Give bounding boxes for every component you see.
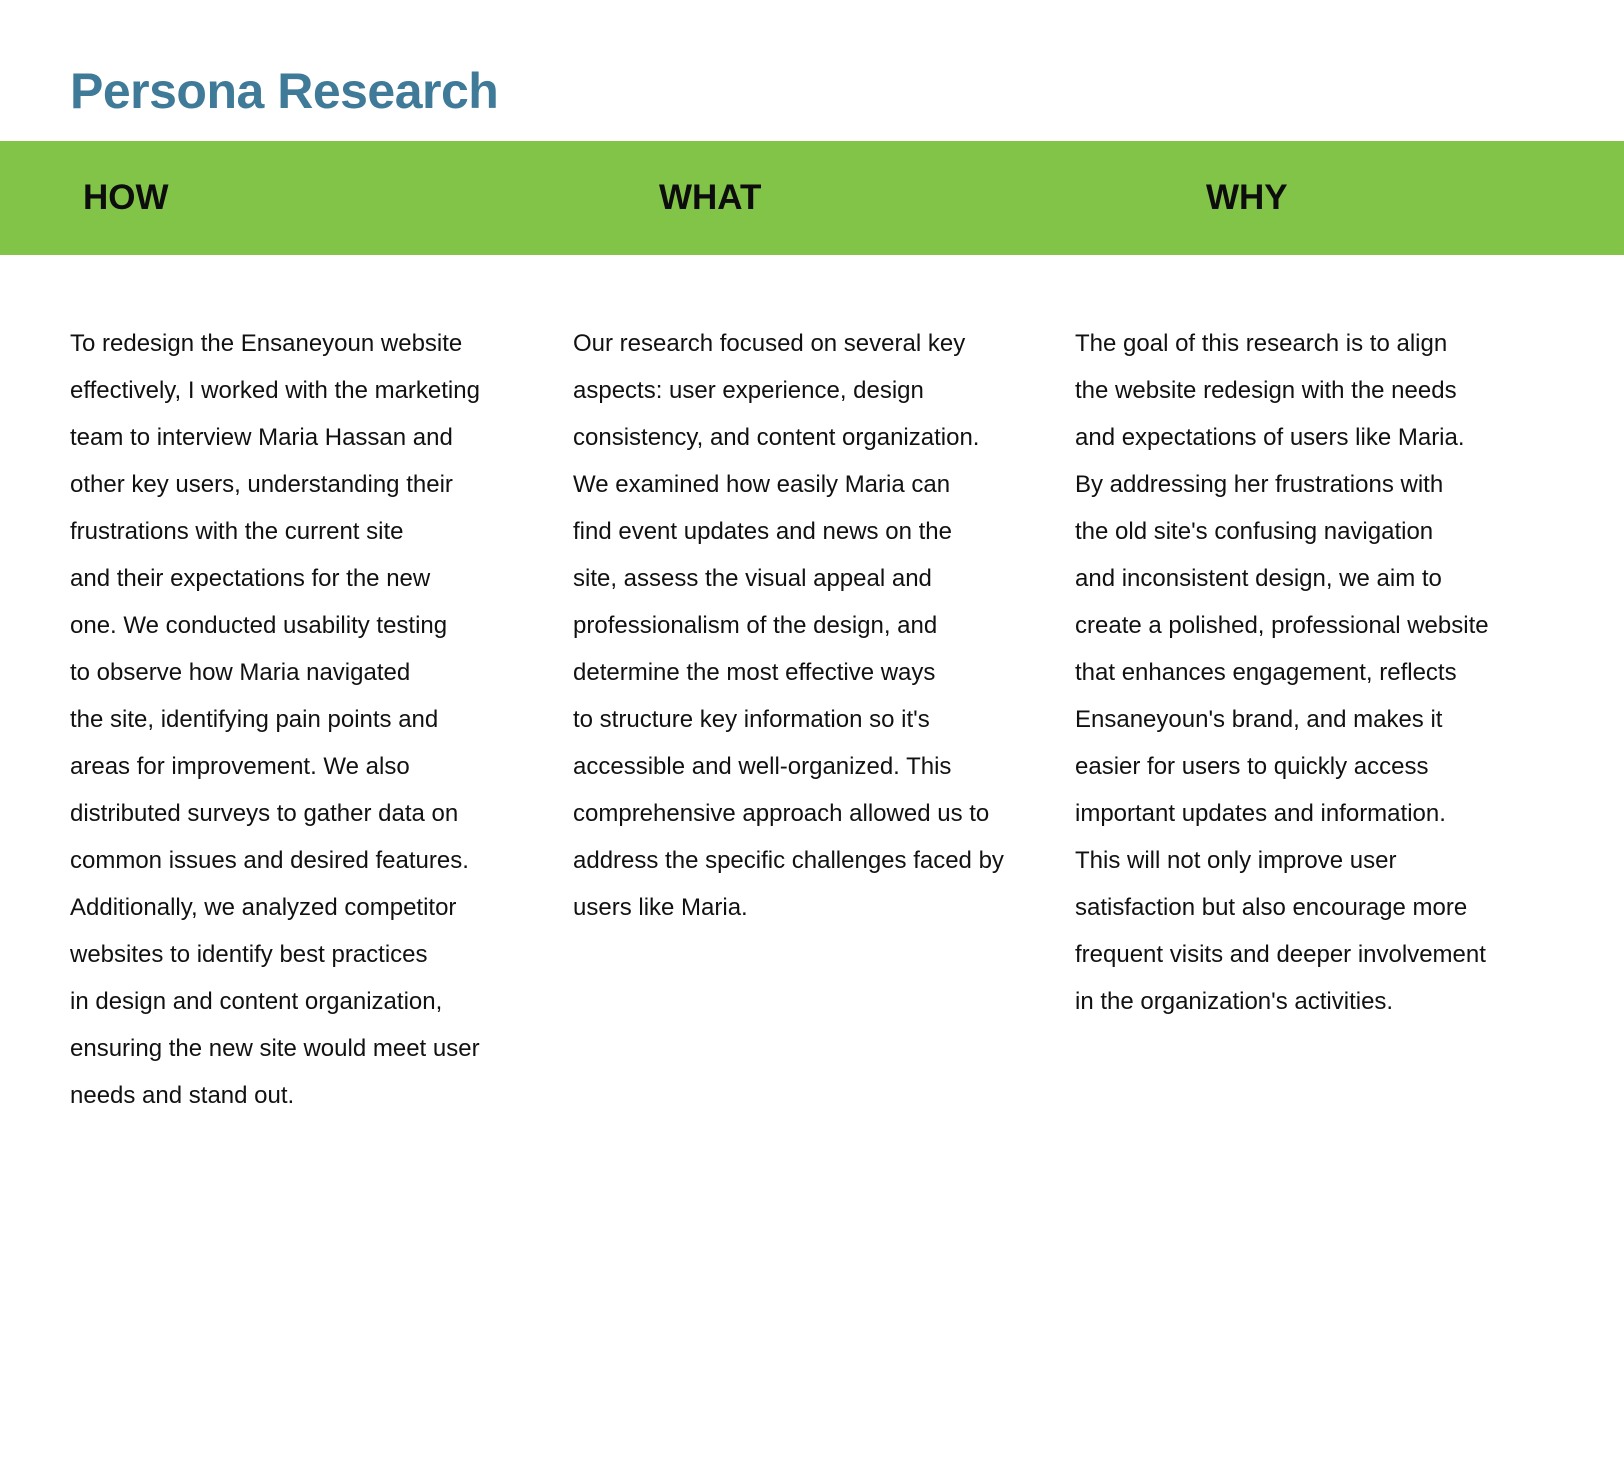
header-why: WHY (1206, 178, 1288, 217)
header-what: WHAT (659, 178, 762, 217)
header-how: HOW (83, 178, 169, 217)
why-paragraph: The goal of this research is to align the website redesign with the needs and expectations of users like Maria. By addressing her frustrations with the old site's confusing navigation and inconsistent design, we aim to create a polished, professional website that enhances engagement, reflects Ensaneyoun's brand, and makes it easier for users to quickly access important updates and information. This will not only improve user satisfaction but also encourage more frequent visits and deeper involvement in the organization's activities. (1075, 330, 1489, 1015)
what-paragraph: Our research focused on several key aspects: user experience, design consistency, and content organization. We examined how easily Maria can find event updates and news on the site, assess the visual appeal and professionalism of the design, and determine the most effective ways to structure key information so it's accessible and well-organized. This comprehensive approach allowed us to address the specific challenges faced by users like Maria. (573, 330, 1004, 921)
how-paragraph: To redesign the Ensaneyoun website effectively, I worked with the marketing team to interview Maria Hassan and other key users, understanding their frustrations with the current site and their expectations for the new one. We conducted usability testing to observe how Maria navigated the site, identifying pain points and areas for improvement. We also distributed surveys to gather data on common issues and desired features. Additionally, we analyzed competitor websites to identify best practices in design and content organization, ensuring the new site would meet user needs and stand out. (70, 330, 480, 1109)
column-header-band (0, 141, 1624, 255)
page-title: Persona Research (70, 63, 499, 119)
